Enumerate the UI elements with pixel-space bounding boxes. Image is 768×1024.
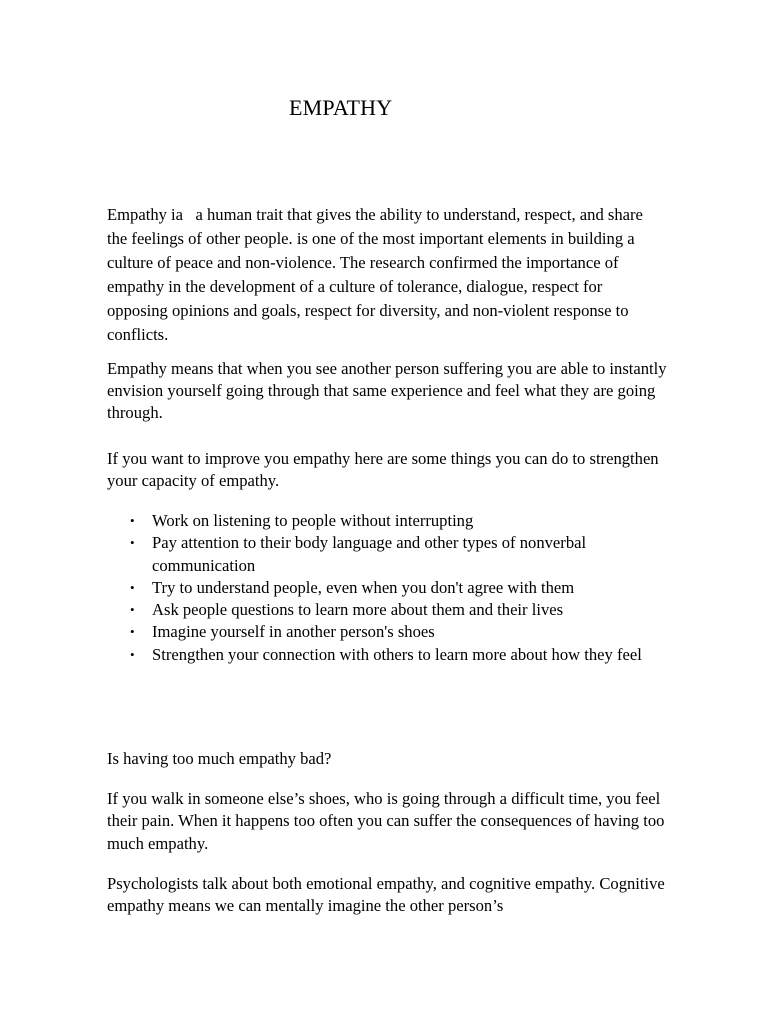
list-item-text: Imagine yourself in another person's shoes (152, 622, 435, 642)
list-item-text: Pay attention to their body language and other types of nonverbal communication (152, 533, 587, 575)
bullet-icon: • (130, 579, 135, 595)
list-item-text: Strengthen your connection with others to learn more about how they feel (152, 644, 642, 664)
list-item-text: Ask people questions to learn more about them and their lives (152, 600, 564, 620)
definition-paragraph: Empathy means that when you see another person suffering you are able to instantly envision yourself going through that same experience and feel what they are going through. (107, 359, 667, 422)
list-item (130, 599, 672, 621)
list-item-text: Work on listening to people without interrupting (152, 511, 474, 530)
list-item (130, 532, 672, 577)
document-title: EMPATHY (289, 95, 393, 120)
section-question: Is having too much empathy bad? (107, 749, 332, 768)
intro-paragraph: Empathy ia a human trait that gives the ability to understand, respect, and share the feelings of other people. is one of the most important elements in building a culture of peace and non-violence. The research confirmed the importance of empathy in the development of a culture of tolerance, dialogue, respect for opposing opinions and goals, respect for diversity, and non-violent response to conflicts. (107, 205, 648, 344)
list-item-text: Try to understand people, even when you don't agree with them (152, 577, 575, 597)
bullet-icon: • (130, 535, 135, 551)
bullet-icon: • (130, 513, 135, 528)
list-item (130, 510, 672, 532)
improve-paragraph: If you want to improve you empathy here are some things you can do to strengthen your capacity of empathy. (107, 449, 659, 490)
psychologists-paragraph: Psychologists talk about both emotional empathy, and cognitive empathy. Cognitive empathy means we can mentally imagine the other person’s (107, 874, 665, 916)
bullet-icon: • (130, 602, 135, 618)
list-item (130, 644, 672, 666)
bullet-icon: • (130, 624, 135, 640)
list-item (130, 577, 672, 599)
list-item (130, 621, 672, 643)
too-much-empathy-paragraph: If you walk in someone else’s shoes, who is going through a difficult time, you feel their pain. When it happens too often you can suffer the consequences of having too much empathy. (107, 789, 665, 853)
tips-list (130, 510, 672, 666)
bullet-icon: • (130, 646, 135, 662)
